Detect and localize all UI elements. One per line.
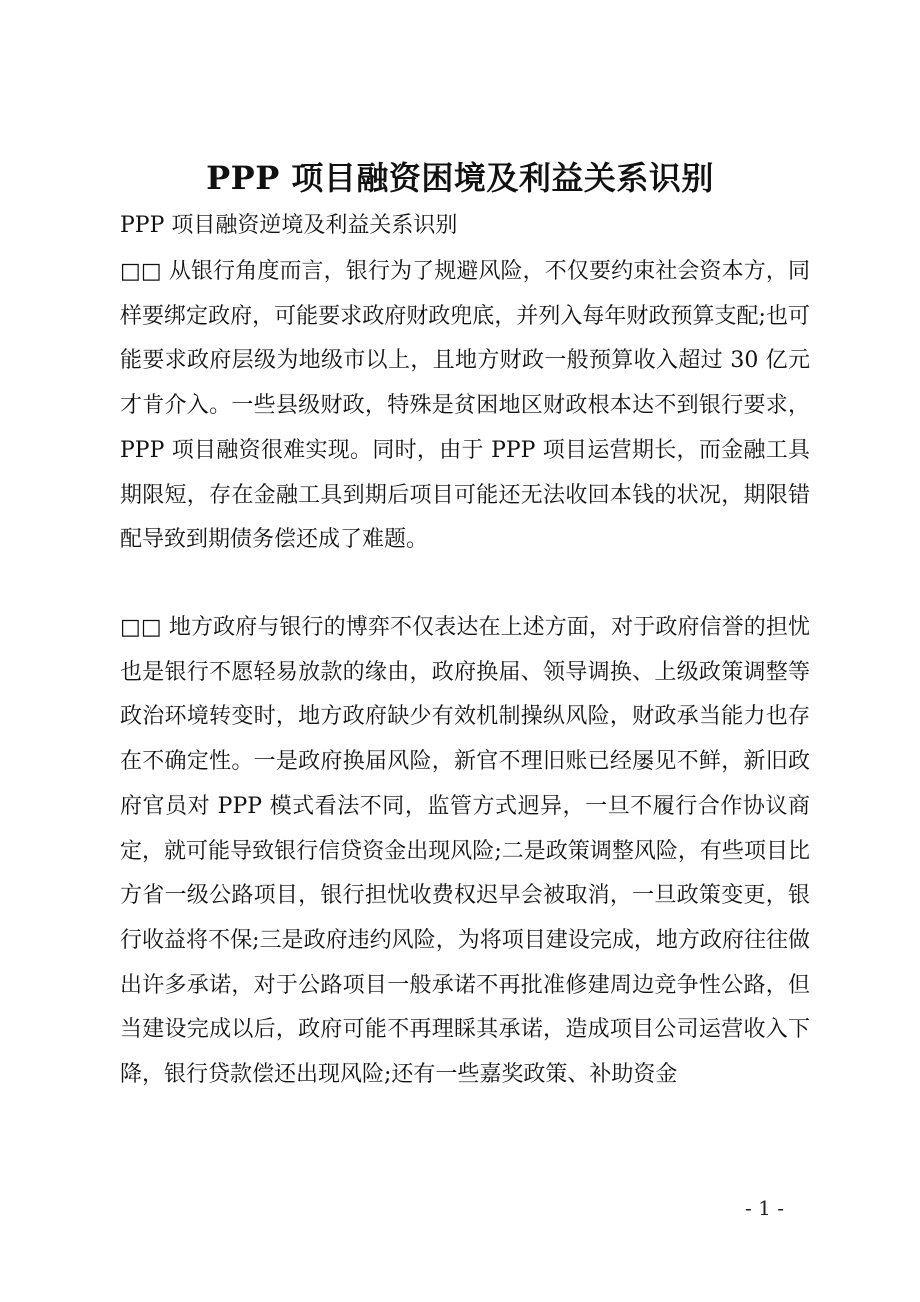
page-number: - 1 -	[745, 1196, 784, 1220]
body-paragraph-2: □□ 地方政府与银行的博弈不仅表达在上述方面，对于政府信誉的担忧也是银行不愿轻易放款的缘由，政府换届、领导调换、上级政策调整等政治环境转变时，地方政府缺少有效机制操纵风险，财政承当能力也存在不确定性。一是政府换届风险，新官不理旧账已经屡见不鲜，新旧政府官员对 PPP 模式看法不同，监管方式迥异，一旦不履行合作协议商定，就可能导致银行信贷资金出现风险;二是政策调整风险，有些项目比方省一级公路项目，银行担忧收费权迟早会被取消，一旦政策变更，银行收益将不保;三是政府违约风险，为将项目建设完成，地方政府往往做出许多承诺，对于公路项目一般承诺不再批准修建周边竞争性公路，但当建设完成以后，政府可能不再理睬其承诺，造成项目公司运营收入下降，银行贷款偿还出现风险;还有一些嘉奖政策、补助资金	[120, 615, 810, 1088]
document-title: PPP 项目融资困境及利益关系识别	[206, 159, 714, 197]
document-subtitle: PPP 项目融资逆境及利益关系识别	[120, 213, 458, 238]
body-paragraph-1: □□ 从银行角度而言，银行为了规避风险，不仅要约束社会资本方，同样要绑定政府，可能要求政府财政兜底，并列入每年财政预算支配;也可能要求政府层级为地级市以上，且地方财政一般预算收入超过 30 亿元才肯介入。一些县级财政，特殊是贫困地区财政根本达不到银行要求，PPP 项目融资很难实现。同时，由于 PPP 项目运营期长，而金融工具期限短，存在金融工具到期后项目可能还无法收回本钱的状况，期限错配导致到期债务偿还成了难题。	[120, 259, 810, 553]
